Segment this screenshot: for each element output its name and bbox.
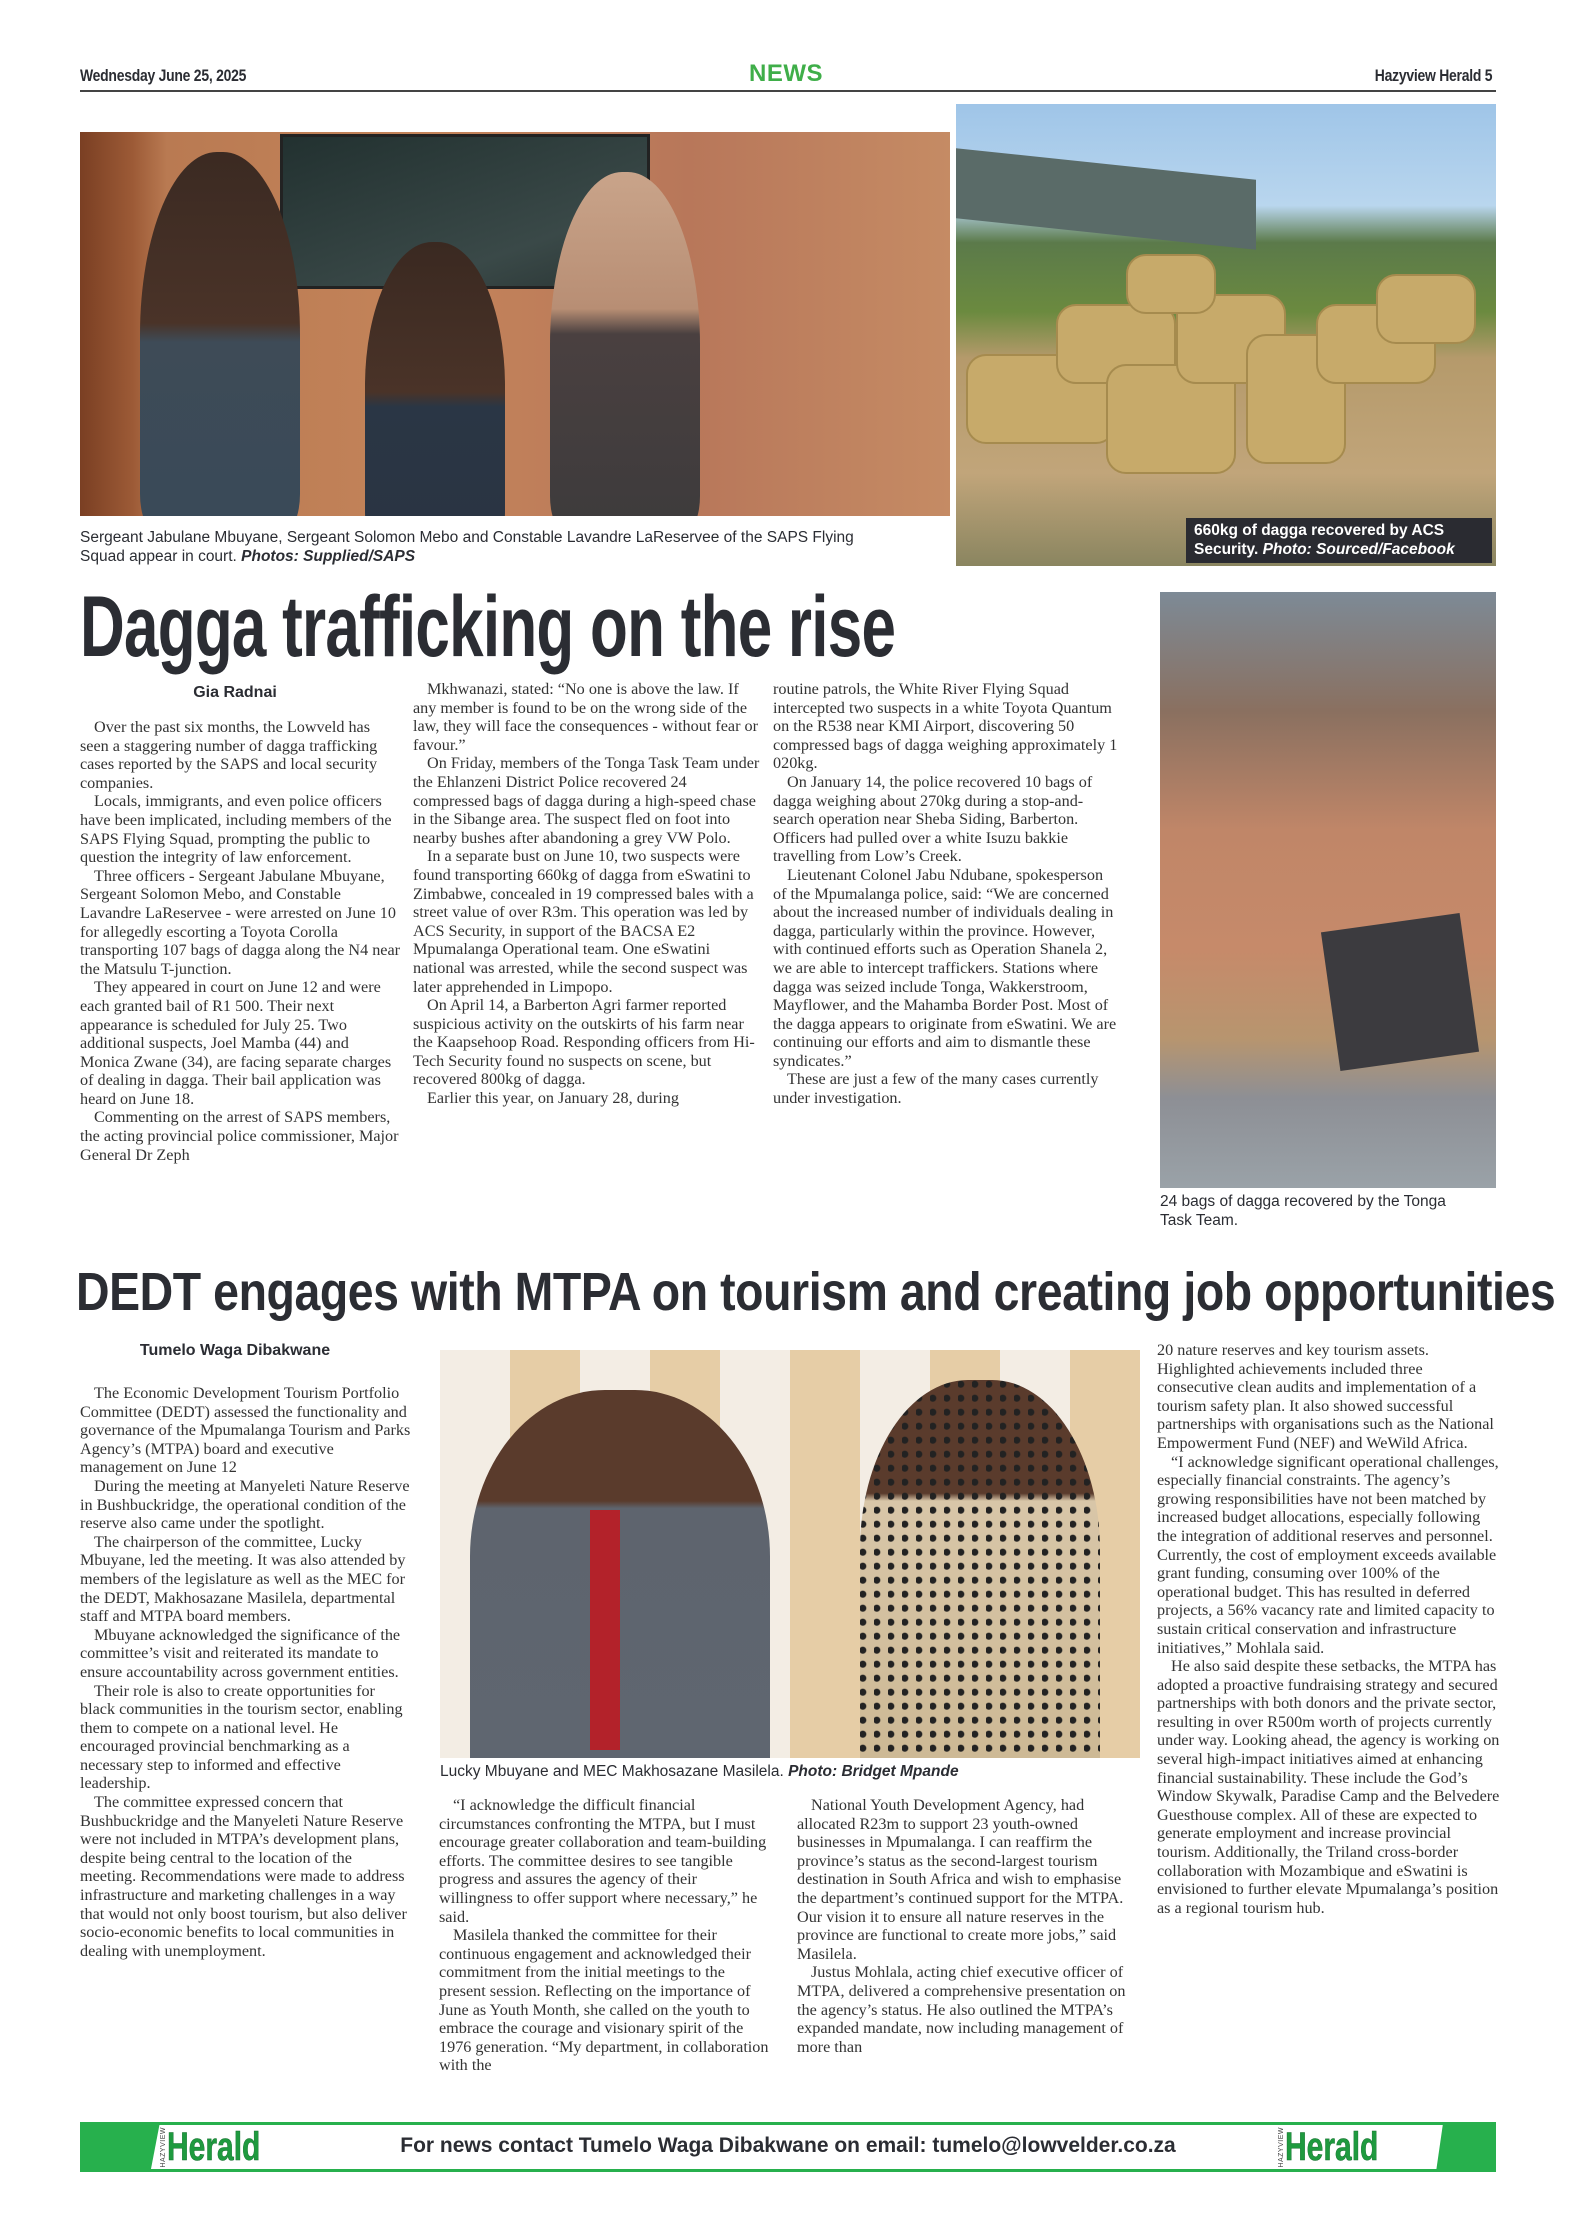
herald-logo-left: HAZYVIEW Herald [160, 2125, 261, 2169]
photo-caption-bales: 660kg of dagga recovered by ACS Security. Photo: Sourced/Facebook [1186, 518, 1492, 563]
issue-date: Wednesday June 25, 2025 [80, 66, 247, 85]
paragraph: On Friday, members of the Tonga Task Team under the Ehlanzeni District Police recovered 24 compressed bags of dagga during a high-speed chase in the Sibange area. The suspect fled on foot into nearby bushes after abandoning a grey VW Polo. [413, 754, 760, 847]
paragraph: Mkhwanazi, stated: “No one is above the law. If any member is found to be on the wrong side of the law, they will face the consequences - without fear or favour.” [413, 680, 759, 754]
article1-column-3 [773, 680, 1118, 1108]
footer-banner [80, 2122, 1496, 2172]
article1-column-1 [80, 718, 402, 1164]
article2-column-1 [80, 1384, 412, 1960]
paragraph: “I acknowledge the difficult financial circumstances confronting the MTPA, but I must encourage greater collaboration and team-building efforts. The committee desires to see tangible progress and assures the agency of their willingness to offer support where necessary,” he said. [439, 1796, 767, 1926]
paragraph: These are just a few of the many cases currently under investigation. [773, 1070, 1099, 1108]
paragraph: He also said despite these setbacks, the MTPA has adopted a proactive fundraising strategy and secured partnerships with both donors and the private sector, resulting in over R500m worth of projects currently under way. Looking ahead, the agency is working on several high-impact initiatives aimed at enhancing financial sustainability. These include the God’s Window Skywalk, Paradise Camp and the Belvedere Guesthouse complex. All of these are expected to generate employment and increase provincial tourism. Additionally, the Triland cross-border collaboration with Mozambique and eSwatini is envisioned to further elevate Mpumalanga’s position as a regional tourism hub. [1157, 1657, 1500, 1917]
paragraph: Over the past six months, the Lowveld has seen a staggering number of dagga trafficking cases reported by the SAPS and local security companies. [80, 718, 378, 792]
headline-dagga: Dagga trafficking on the rise [80, 579, 896, 675]
paragraph: The committee expressed concern that Bushbuckridge and the Manyeleti Nature Reserve were not included in MTPA’s development plans, despite being central to the location of the meeting. Recommendations were made to address infrastructure and marketing challenges in a way that would not only boost tourism, but also deliver socio-economic benefits to local communities in dealing with unemployment. [80, 1793, 407, 1960]
footer-contact: For news contact Tumelo Waga Dibakwane on email: tumelo@lowvelder.co.za [400, 2134, 1176, 2157]
photo-car-trunk-bags [1160, 592, 1496, 1188]
herald-logo-right: HAZYVIEW Herald [1278, 2125, 1379, 2169]
paragraph: They appeared in court on June 12 and were each granted bail of R1 500. Their next appearance is scheduled for July 25. Two additional suspects, Joel Mamba (44) and Monica Zwane (34), are facing separate charges of dealing in dagga. Their bail application was heard on June 18. [80, 978, 392, 1108]
photo-handshake [440, 1350, 1140, 1758]
photo-caption-handshake: Lucky Mbuyane and MEC Makhosazane Masilela. Photo: Bridget Mpande [440, 1763, 959, 1780]
photo-caption-court: Sergeant Jabulane Mbuyane, Sergeant Solomon Mebo and Constable Lavandre LaReservee of the SAPS Flying Squad appear in court. Photos: Supplied/SAPS [80, 529, 854, 565]
byline-article2: Tumelo Waga Dibakwane [139, 1342, 331, 1359]
page-label: Hazyview Herald 5 [1374, 66, 1492, 85]
paragraph: The Economic Development Tourism Portfolio Committee (DEDT) assessed the functionality and governance of the Mpumalanga Tourism and Parks Agency’s (MTPA) board and executive management on June 12 [80, 1384, 411, 1477]
paragraph: Their role is also to create opportunities for black communities in the tourism sector, enabling them to compete on a national level. He encouraged provincial benchmarking as a necessary step to informed and effective leadership. [80, 1681, 403, 1793]
paragraph: Masilela thanked the committee for their continuous engagement and acknowledged their commitment from the initial meetings to the present session. Reflecting on the importance of June as Youth Month, she called on the youth to embrace the courage and visionary spirit of the 1976 generation. “My department, in collaboration with the [439, 1926, 769, 2075]
photo-caption-trunk: 24 bags of dagga recovered by the Tonga Task Team. [1160, 1193, 1446, 1229]
paragraph: Lieutenant Colonel Jabu Ndubane, spokesperson of the Mpumalanga police, said: “We are concerned about the increased number of individuals dealing in dagga, particularly within the province. However, with continued efforts such as Operation Shanela 2, we are able to intercept traffickers. Stations where dagga was seized include Tonga, Wakkerstroom, Mayflower, and the Mahamba Border Post. Most of the dagga appears to originate from eSwatini. We are continuing our efforts and aim to dismantle these syndicates.” [773, 865, 1117, 1070]
paragraph: Locals, immigrants, and even police officers have been implicated, including members of the SAPS Flying Squad, prompting the public to question the integrity of law enforcement. [80, 792, 392, 867]
photo-dagga-bales [956, 104, 1496, 566]
article2-column-2 [439, 1796, 773, 2075]
paragraph: On April 14, a Barberton Agri farmer reported suspicious activity on the outskirts of his farm near the Kaapsehoop Road. Responding officers from Hi-Tech Security found no suspects on scene, but recovered 800kg of dagga. [413, 996, 755, 1089]
paragraph: Earlier this year, on January 28, during [427, 1089, 679, 1108]
article1-column-2 [413, 680, 763, 1108]
paragraph: Three officers - Sergeant Jabulane Mbuyane, Sergeant Solomon Mebo, and Constable Lavandre LaReservee - were arrested on June 10 for allegedly escorting a Toyota Corolla transporting 107 bags of dagga along the N4 near the Matsulu T-junction. [80, 866, 401, 978]
paragraph: Mbuyane acknowledged the significance of the committee’s visit and reiterated its mandate to ensure accountability across government entities. [80, 1625, 401, 1681]
header-rule [80, 90, 1496, 92]
paragraph: The chairperson of the committee, Lucky Mbuyane, led the meeting. It was also attended by members of the legislature as well as the MEC for the DEDT, Makhosazane Masilela, departmental staff and MTPA board members. [80, 1532, 406, 1626]
headline-dedt: DEDT engages with MTPA on tourism and creating job opportunities [76, 1262, 1556, 1322]
paragraph: National Youth Development Agency, had allocated R23m to support 23 youth-owned businesses in Mpumalanga. I can reaffirm the province’s status as the second-largest tourism destination in South Africa and wish to emphasise the department’s continued support for the MTPA. Our vision it to ensure all nature reserves in the province are functional to create more jobs,” said Masilela. [797, 1796, 1124, 1963]
byline-article1: Gia Radnai [193, 684, 277, 701]
section-label: NEWS [749, 60, 823, 87]
paragraph: During the meeting at Manyeleti Nature Reserve in Bushbuckridge, the operational condition of the reserve also came under the spotlight. [80, 1476, 410, 1533]
paragraph: “I acknowledge significant operational challenges, especially financial constraints. The agency’s growing responsibilities have not been matched by increased budget allocations, especially following the integration of additional reserves and personnel. Currently, the cost of employment exceeds available grant funding, consuming over 100% of the operational budget. This has resulted in deferred projects, a 56% vacancy rate and limited capacity to sustain critical conservation and infrastructure initiatives,” Mohlala said. [1157, 1452, 1499, 1657]
paragraph: routine patrols, the White River Flying Squad intercepted two suspects in a white Toyota Quantum on the R538 near KMI Airport, discovering 50 compressed bags of dagga weighing approximately 1 020kg. [773, 680, 1118, 773]
paragraph: 20 nature reserves and key tourism assets. Highlighted achievements included three consecutive clean audits and implementation of a tourism safety plan. It also showed successful partnerships with organisations such as the National Empowerment Fund (NEF) and WeWild Africa. [1157, 1341, 1494, 1452]
paragraph: Commenting on the arrest of SAPS members, the acting provincial police commissioner, Major General Dr Zeph [80, 1108, 399, 1164]
photo-court-officers [80, 132, 950, 516]
paragraph: Justus Mohlala, acting chief executive officer of MTPA, delivered a comprehensive presentation on the agency’s status. He also outlined the MTPA’s expanded mandate, now including management of more than [797, 1963, 1126, 2056]
paragraph: In a separate bust on June 10, two suspects were found transporting 660kg of dagga from eSwatini to Zimbabwe, concealed in 19 compressed bales with a street value of over R3m. This operation was led by ACS Security, in support of the BACSA E2 Mpumalanga Operational team. One eSwatini national was arrested, while the second suspect was later apprehended in Limpopo. [413, 847, 754, 996]
photo-frame [880, 118, 960, 132]
article2-column-4 [1157, 1341, 1502, 1917]
article2-column-3 [797, 1796, 1142, 2056]
paragraph: On January 14, the police recovered 10 bags of dagga weighing about 270kg during a stop-and-search operation near Sheba Siding, Barberton. Officers had pulled over a white Isuzu bakkie travelling from Low’s Creek. [773, 772, 1093, 866]
